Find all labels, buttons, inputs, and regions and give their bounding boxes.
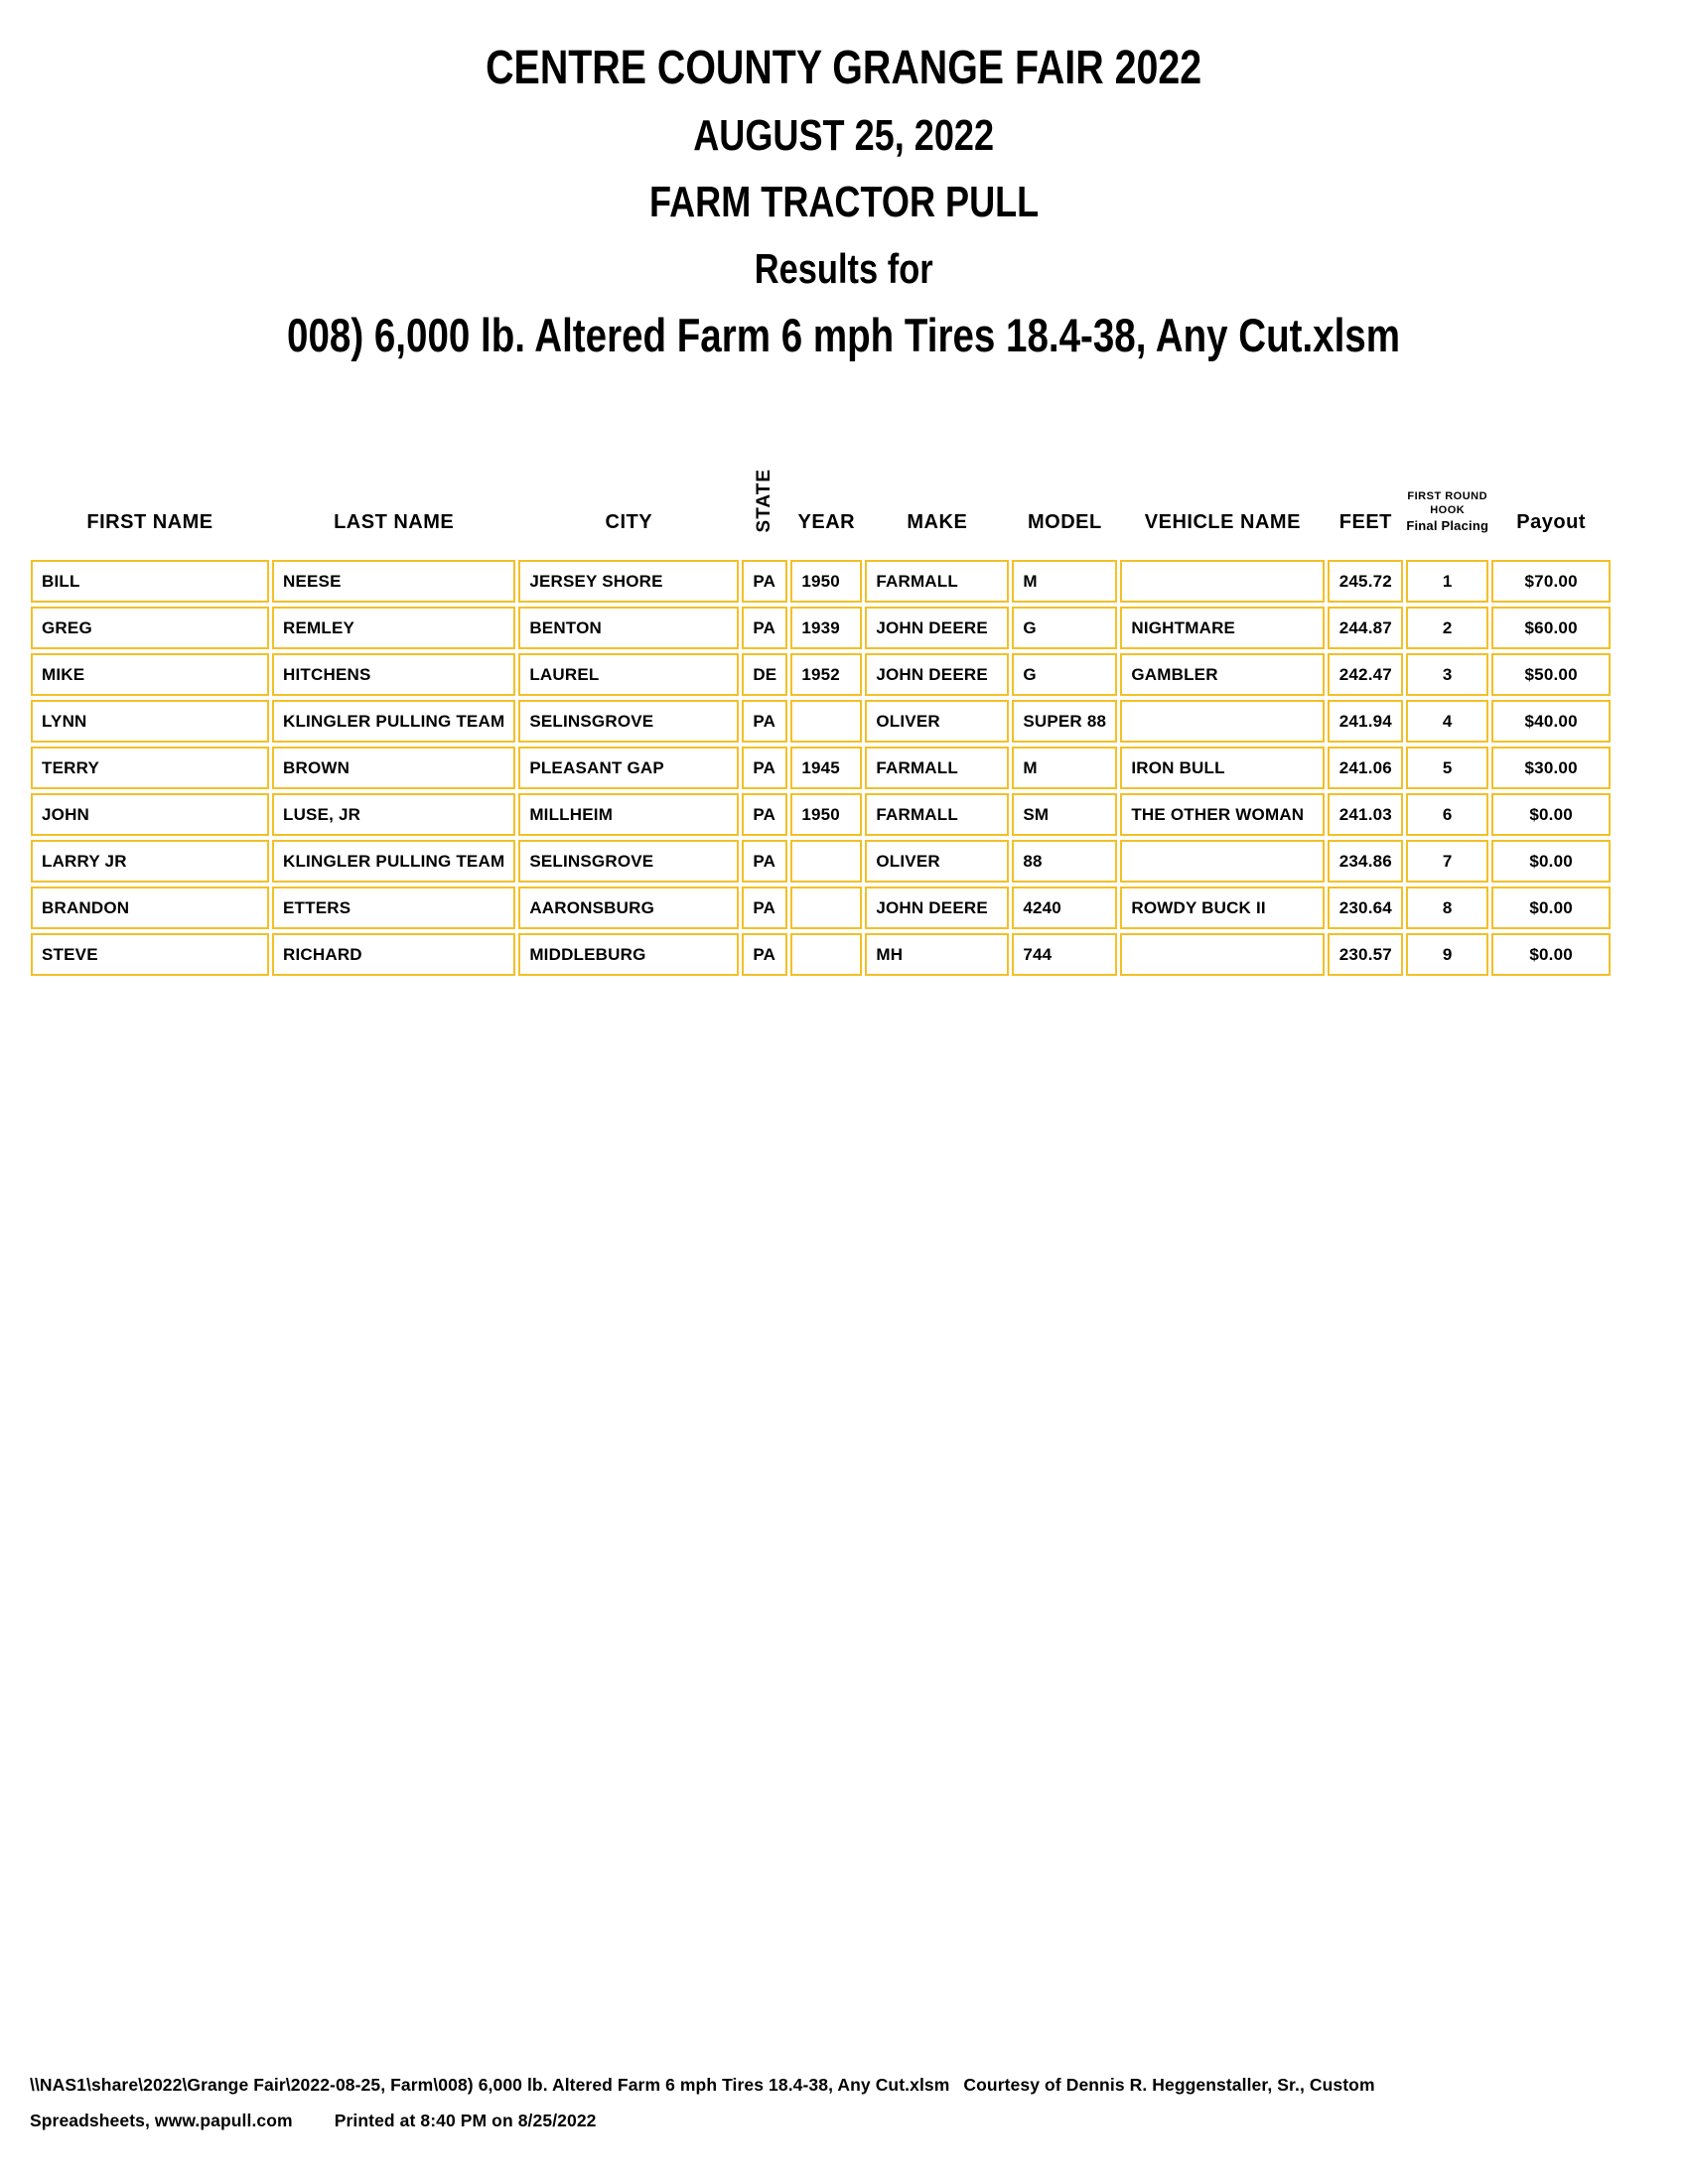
cell-hook: 6 <box>1406 793 1488 836</box>
cell-payout: $40.00 <box>1491 700 1611 743</box>
event-date-text: AUGUST 25, 2022 <box>693 111 995 160</box>
column-header-last-name: LAST NAME <box>334 511 455 533</box>
cell-feet: 242.47 <box>1328 653 1403 696</box>
cell-hook: 4 <box>1406 700 1488 743</box>
cell-year: 1939 <box>790 607 862 649</box>
results-table <box>28 415 1614 980</box>
cell-hook: 5 <box>1406 747 1488 789</box>
cell-vehicle-name: GAMBLER <box>1120 653 1325 696</box>
class-file-title <box>0 307 1688 375</box>
column-header-feet: FEET <box>1338 511 1392 533</box>
cell-make: JOHN DEERE <box>865 887 1009 929</box>
cell-city: AARONSBURG <box>518 887 739 929</box>
cell-make: OLIVER <box>865 700 1009 743</box>
cell-feet: 241.06 <box>1328 747 1403 789</box>
cell-hook: 3 <box>1406 653 1488 696</box>
cell-city: SELINSGROVE <box>518 840 739 883</box>
cell-make: FARMALL <box>865 560 1009 603</box>
cell-payout: $0.00 <box>1491 933 1611 976</box>
cell-payout: $0.00 <box>1491 840 1611 883</box>
cell-state: PA <box>742 700 787 743</box>
column-header-vehicle-name: VEHICLE NAME <box>1144 511 1301 533</box>
cell-year <box>790 840 862 883</box>
cell-city: PLEASANT GAP <box>518 747 739 789</box>
cell-city: MILLHEIM <box>518 793 739 836</box>
cell-first-name: GREG <box>31 607 269 649</box>
results-table-body <box>31 560 1611 976</box>
cell-feet: 244.87 <box>1328 607 1403 649</box>
cell-vehicle-name <box>1120 560 1325 603</box>
cell-hook: 1 <box>1406 560 1488 603</box>
cell-make: OLIVER <box>865 840 1009 883</box>
cell-hook: 2 <box>1406 607 1488 649</box>
cell-vehicle-name: IRON BULL <box>1120 747 1325 789</box>
cell-hook: 8 <box>1406 887 1488 929</box>
cell-feet: 245.72 <box>1328 560 1403 603</box>
cell-first-name: JOHN <box>31 793 269 836</box>
courtesy-text-continued: Spreadsheets, www.papull.com <box>30 2111 293 2130</box>
cell-state: PA <box>742 793 787 836</box>
cell-make: MH <box>865 933 1009 976</box>
event-title-text: CENTRE COUNTY GRANGE FAIR 2022 <box>486 42 1202 94</box>
cell-state: PA <box>742 933 787 976</box>
cell-state: DE <box>742 653 787 696</box>
column-header-city: CITY <box>605 511 653 533</box>
printed-timestamp: Printed at 8:40 PM on 8/25/2022 <box>334 2111 597 2130</box>
cell-first-name: BRANDON <box>31 887 269 929</box>
cell-first-name: LARRY JR <box>31 840 269 883</box>
table-row <box>31 700 1611 743</box>
cell-last-name: ETTERS <box>272 887 515 929</box>
cell-vehicle-name <box>1120 933 1325 976</box>
column-header-payout: Payout <box>1516 511 1586 533</box>
cell-model: M <box>1012 560 1117 603</box>
cell-make: FARMALL <box>865 747 1009 789</box>
cell-vehicle-name <box>1120 840 1325 883</box>
table-row <box>31 793 1611 836</box>
table-row <box>31 887 1611 929</box>
cell-state: PA <box>742 607 787 649</box>
courtesy-text: Courtesy of Dennis R. Heggenstaller, Sr., Custom <box>963 2075 1375 2095</box>
results-for-label <box>0 240 1688 307</box>
cell-feet: 241.94 <box>1328 700 1403 743</box>
cell-feet: 230.57 <box>1328 933 1403 976</box>
cell-model: SM <box>1012 793 1117 836</box>
cell-model: M <box>1012 747 1117 789</box>
cell-model: G <box>1012 607 1117 649</box>
cell-last-name: KLINGLER PULLING TEAM <box>272 700 515 743</box>
cell-payout: $30.00 <box>1491 747 1611 789</box>
column-header-year: YEAR <box>797 511 856 533</box>
cell-vehicle-name: NIGHTMARE <box>1120 607 1325 649</box>
cell-model: G <box>1012 653 1117 696</box>
event-title <box>0 40 1688 107</box>
footer-line1 <box>30 2067 1658 2103</box>
cell-payout: $50.00 <box>1491 653 1611 696</box>
cell-feet: 241.03 <box>1328 793 1403 836</box>
hook-header-line3: Final Placing <box>1406 517 1489 533</box>
column-header-model: MODEL <box>1027 511 1102 533</box>
cell-year <box>790 887 862 929</box>
cell-last-name: NEESE <box>272 560 515 603</box>
cell-state: PA <box>742 560 787 603</box>
column-header-state <box>742 419 787 556</box>
footer-line2 <box>30 2103 1658 2138</box>
cell-year: 1950 <box>790 793 862 836</box>
cell-vehicle-name: ROWDY BUCK II <box>1120 887 1325 929</box>
table-row <box>31 840 1611 883</box>
hook-header-lines <box>1406 490 1488 534</box>
cell-make: JOHN DEERE <box>865 653 1009 696</box>
cell-first-name: LYNN <box>31 700 269 743</box>
cell-city: BENTON <box>518 607 739 649</box>
event-name-text: FARM TRACTOR PULL <box>648 178 1040 226</box>
cell-state: PA <box>742 887 787 929</box>
table-row <box>31 653 1611 696</box>
cell-year <box>790 700 862 743</box>
cell-payout: $60.00 <box>1491 607 1611 649</box>
event-name <box>0 174 1688 240</box>
cell-year: 1945 <box>790 747 862 789</box>
cell-state: PA <box>742 840 787 883</box>
table-row <box>31 747 1611 789</box>
cell-year: 1952 <box>790 653 862 696</box>
cell-city: MIDDLEBURG <box>518 933 739 976</box>
report-footer <box>30 2067 1658 2138</box>
results-for-text: Results for <box>755 245 933 292</box>
cell-vehicle-name <box>1120 700 1325 743</box>
cell-feet: 234.86 <box>1328 840 1403 883</box>
hook-header-line2: HOOK <box>1430 504 1466 516</box>
cell-last-name: REMLEY <box>272 607 515 649</box>
cell-first-name: BILL <box>31 560 269 603</box>
class-file-text: 008) 6,000 lb. Altered Farm 6 mph Tires 18.4-38, Any Cut.xlsm <box>287 309 1401 361</box>
header-row <box>31 419 1611 556</box>
column-header-hook <box>1406 419 1488 556</box>
cell-make: JOHN DEERE <box>865 607 1009 649</box>
table-row <box>31 933 1611 976</box>
column-header-make: MAKE <box>907 511 968 533</box>
table-row <box>31 607 1611 649</box>
column-header-first-name: FIRST NAME <box>86 511 213 533</box>
cell-model: SUPER 88 <box>1012 700 1117 743</box>
cell-last-name: KLINGLER PULLING TEAM <box>272 840 515 883</box>
cell-first-name: STEVE <box>31 933 269 976</box>
cell-feet: 230.64 <box>1328 887 1403 929</box>
cell-model: 88 <box>1012 840 1117 883</box>
cell-city: SELINSGROVE <box>518 700 739 743</box>
cell-model: 744 <box>1012 933 1117 976</box>
event-date <box>0 107 1688 174</box>
results-table-header <box>31 419 1611 556</box>
cell-hook: 7 <box>1406 840 1488 883</box>
hook-header-line1: FIRST ROUND <box>1407 490 1488 503</box>
state-vertical-label: STATE <box>754 468 775 532</box>
cell-payout: $70.00 <box>1491 560 1611 603</box>
cell-vehicle-name: THE OTHER WOMAN <box>1120 793 1325 836</box>
cell-city: JERSEY SHORE <box>518 560 739 603</box>
cell-year <box>790 933 862 976</box>
cell-last-name: RICHARD <box>272 933 515 976</box>
report-title-block <box>0 40 1688 375</box>
cell-last-name: LUSE, JR <box>272 793 515 836</box>
cell-first-name: TERRY <box>31 747 269 789</box>
cell-first-name: MIKE <box>31 653 269 696</box>
file-path-text: \\NAS1\share\2022\Grange Fair\2022-08-25, Farm\008) 6,000 lb. Altered Farm 6 mph Tires 18.4-38, Any Cut.xlsm <box>30 2075 950 2095</box>
table-row <box>31 560 1611 603</box>
cell-model: 4240 <box>1012 887 1117 929</box>
cell-payout: $0.00 <box>1491 887 1611 929</box>
cell-payout: $0.00 <box>1491 793 1611 836</box>
cell-year: 1950 <box>790 560 862 603</box>
cell-last-name: BROWN <box>272 747 515 789</box>
cell-make: FARMALL <box>865 793 1009 836</box>
cell-state: PA <box>742 747 787 789</box>
cell-last-name: HITCHENS <box>272 653 515 696</box>
cell-hook: 9 <box>1406 933 1488 976</box>
cell-city: LAUREL <box>518 653 739 696</box>
